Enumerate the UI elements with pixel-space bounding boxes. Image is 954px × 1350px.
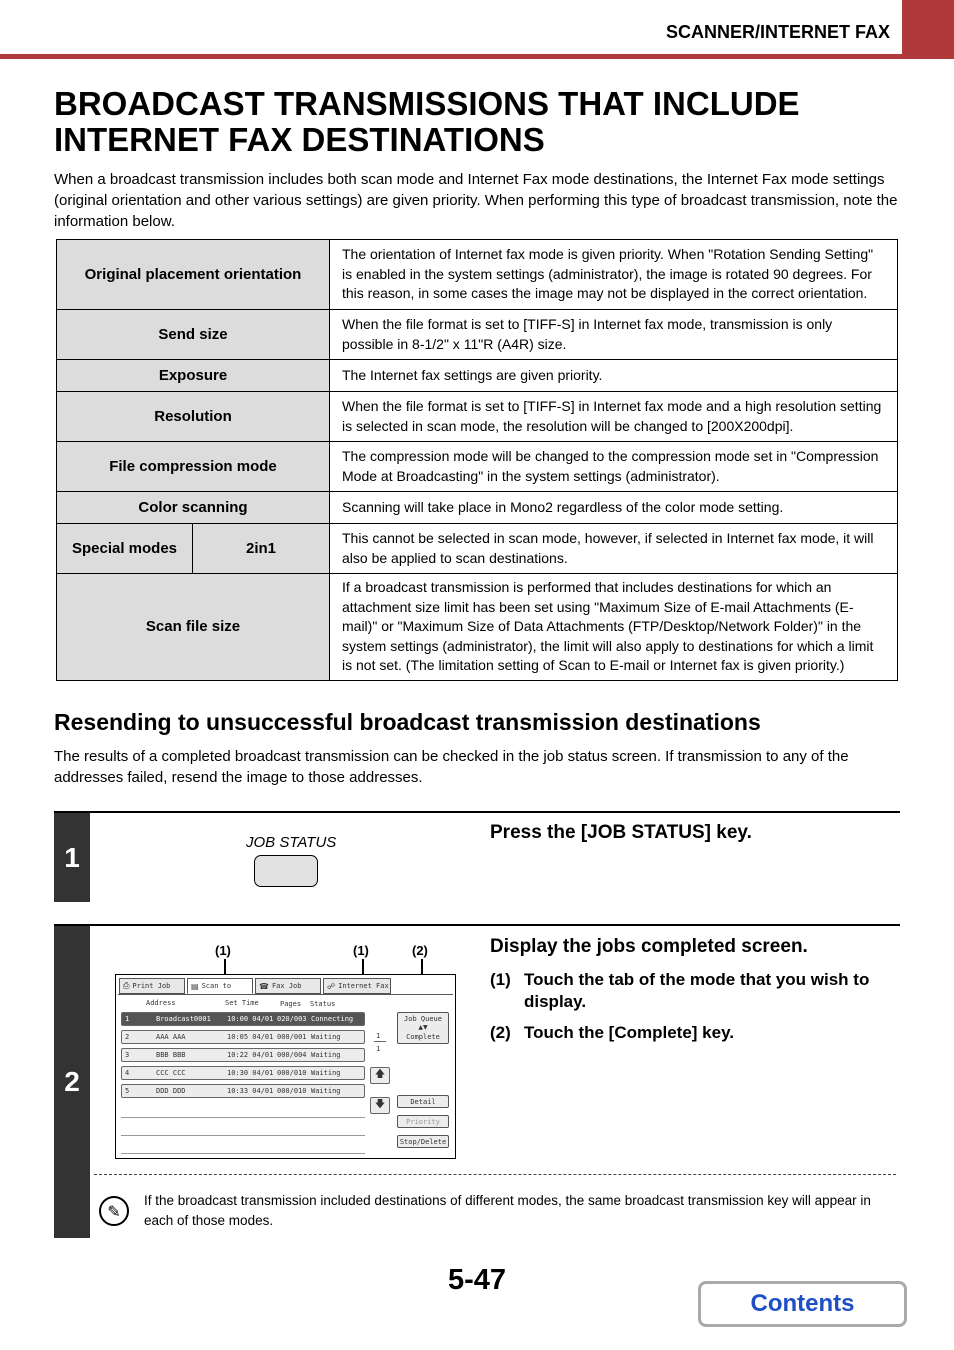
row-label: Send size [57, 310, 330, 360]
table-row [57, 492, 898, 524]
row-text: The orientation of Internet fax mode is given priority. When "Rotation Sending Setting" is enabled in the system settings (administrator), the image is rotated 90 degrees. For this reason, in some cases the image may not be displayed in the correct orientation. [330, 240, 898, 310]
page-total: 1 [376, 1045, 381, 1053]
scanner-icon: ▤ [191, 981, 199, 991]
job-number: 3 [125, 1051, 130, 1059]
contents-button[interactable]: Contents [698, 1281, 907, 1327]
tab-label: Scan to [201, 982, 232, 990]
job-pages: 000/010 [277, 1087, 307, 1095]
column-header-set-time: Set Time [225, 999, 259, 1007]
intro-paragraph: When a broadcast transmission includes both scan mode and Internet Fax mode destinations, the Internet Fax mode settings (original orientation and other various settings) are given priority. When performing this type of broadcast transmission, note the information below. [54, 171, 898, 230]
job-row[interactable] [121, 1048, 365, 1062]
row-text: When the file format is set to [TIFF-S] in Internet fax mode, transmission is only possible in 8-1/2" x 11"R (A4R) size. [330, 310, 898, 360]
empty-row [121, 1153, 365, 1154]
row-label: Special modes [57, 524, 193, 574]
toggle-arrows-icon: ▲▼ [418, 1024, 428, 1031]
job-address: BBB BBB [156, 1051, 186, 1059]
job-address: DDD DDD [156, 1087, 186, 1095]
complete-button[interactable]: Complete [406, 1033, 440, 1041]
job-status: Waiting [311, 1069, 341, 1077]
internet-fax-icon: ☍ [327, 981, 336, 991]
page-divider [374, 1041, 386, 1042]
table-row [57, 240, 898, 310]
job-status: Waiting [311, 1051, 341, 1059]
row-label: Resolution [57, 392, 330, 442]
tab-divider [118, 994, 453, 995]
tab-label: Fax Job [271, 982, 302, 990]
step-title: Press the [JOB STATUS] key. [490, 822, 752, 843]
callout-label: (2) [412, 943, 428, 958]
step-divider [54, 811, 900, 813]
job-pages: 000/004 [277, 1051, 307, 1059]
table-row [57, 442, 898, 492]
job-set-time: 10:00 04/01 [227, 1015, 274, 1023]
table-row [57, 360, 898, 392]
arrow-down-icon: 🡇 [374, 1099, 386, 1110]
section-title: Resending to unsuccessful broadcast transmission destinations [54, 709, 761, 735]
job-row[interactable] [121, 1030, 365, 1044]
job-pages: 000/001 [277, 1033, 307, 1041]
row-text: The Internet fax settings are given priority. [330, 360, 898, 392]
job-number: 2 [125, 1033, 130, 1041]
empty-row [121, 1117, 365, 1118]
section-paragraph: The results of a completed broadcast transmission can be checked in the job status screen. If transmission to any of the addresses failed, resend the image to those addresses. [54, 748, 849, 786]
job-status-key[interactable] [254, 855, 318, 887]
page-number: 5-47 [448, 1264, 507, 1296]
note-divider [94, 1174, 896, 1175]
job-address: AAA AAA [156, 1033, 186, 1041]
table-row [57, 392, 898, 442]
step-number: 1 [54, 813, 90, 902]
job-pages: 000/010 [277, 1069, 307, 1077]
instruction-text: Touch the tab of the mode that you wish to display. [524, 970, 870, 1011]
instruction-item [490, 1022, 890, 1044]
fax-icon: ☎ [259, 981, 269, 991]
instruction-number: (1) [490, 970, 511, 989]
pencil-icon: ✎ [99, 1196, 129, 1226]
tab-label: Internet Fax [338, 982, 389, 990]
job-set-time: 10:05 04/01 [227, 1033, 274, 1041]
job-status-screen [115, 974, 456, 1159]
column-header-address: Address [146, 999, 176, 1007]
step-title: Display the jobs completed screen. [490, 936, 808, 957]
section-header: SCANNER/INTERNET FAX [665, 22, 890, 42]
job-address: CCC CCC [156, 1069, 186, 1077]
job-status: Waiting [311, 1087, 341, 1095]
scroll-up-button[interactable] [370, 1067, 390, 1084]
job-number: 1 [125, 1015, 130, 1023]
stop-delete-button[interactable]: Stop/Delete [397, 1135, 449, 1148]
page-title: BROADCAST TRANSMISSIONS THAT INCLUDE INTERNET FAX DESTINATIONS [54, 85, 800, 158]
job-row[interactable] [121, 1012, 365, 1026]
printer-icon: ⎙ [123, 981, 130, 990]
row-label: Scan file size [57, 574, 330, 681]
callout-label: (1) [353, 943, 369, 958]
step-divider [54, 924, 900, 926]
job-row[interactable] [121, 1066, 365, 1080]
note-text: If the broadcast transmission included destinations of different modes, the same broadcast transmission key will appear in each of those modes. [144, 1193, 871, 1228]
row-text: This cannot be selected in scan mode, however, if selected in Internet fax mode, it will also be applied to scan destinations. [330, 524, 898, 574]
row-label: Exposure [57, 360, 330, 392]
tab-scan-to[interactable] [187, 978, 253, 994]
column-header-status: Status [310, 1000, 336, 1008]
scroll-down-button[interactable] [370, 1097, 390, 1114]
arrow-up-icon: 🡅 [374, 1069, 386, 1080]
empty-row [121, 1135, 365, 1136]
step-number: 2 [54, 926, 90, 1238]
priority-button[interactable]: Priority [397, 1115, 449, 1128]
settings-priority-table [56, 239, 898, 681]
callout-label: (1) [215, 943, 231, 958]
job-number: 4 [125, 1069, 130, 1077]
tab-internet-fax[interactable] [323, 978, 391, 994]
row-text: Scanning will take place in Mono2 regardless of the color mode setting. [330, 492, 898, 524]
detail-button[interactable]: Detail [397, 1095, 449, 1108]
header-rule [0, 54, 954, 59]
page-current: 1 [376, 1032, 381, 1040]
job-status: Connecting [311, 1015, 354, 1023]
table-row [57, 524, 898, 574]
header-accent [902, 0, 954, 56]
row-sublabel: 2in1 [193, 524, 330, 574]
job-status: Waiting [311, 1033, 341, 1041]
column-header-pages: Pages [280, 1000, 302, 1008]
tab-print-job[interactable] [119, 978, 185, 994]
tab-label: Print Job [132, 982, 171, 990]
job-number: 5 [125, 1087, 130, 1095]
job-address: Broadcast0001 [156, 1015, 211, 1023]
table-row [57, 310, 898, 360]
job-pages: 020/003 [277, 1015, 307, 1023]
row-text: When the file format is set to [TIFF-S] in Internet fax mode and a high resolution setting is selected in scan mode, the resolution will be changed to [200X200dpi]. [330, 392, 898, 442]
job-set-time: 10:22 04/01 [227, 1051, 274, 1059]
row-label: Original placement orientation [57, 240, 330, 310]
instruction-number: (2) [490, 1023, 511, 1042]
job-row[interactable] [121, 1084, 365, 1098]
row-label: File compression mode [57, 442, 330, 492]
row-text: If a broadcast transmission is performed that includes destinations for which an attachment size limit has been set using "Maximum Size of E-mail Attachments (E-mail)" or "Maximum Size of Data Attachments (FTP/Desktop/Network Folder)" in the system settings (administrator), the limit will also apply to destinations for which a limit is not set. (The limitation setting of Scan to E-mail or Internet fax is given priority.) [330, 574, 898, 681]
job-queue-button[interactable]: Job Queue [404, 1015, 442, 1023]
instruction-text: Touch the [Complete] key. [524, 1023, 735, 1042]
row-text: The compression mode will be changed to the compression mode set in "Compression Mode at Broadcasting" in the system settings (administrator). [330, 442, 898, 492]
job-set-time: 10:33 04/01 [227, 1087, 274, 1095]
table-row [57, 574, 898, 681]
job-set-time: 10:30 04/01 [227, 1069, 274, 1077]
instruction-item [490, 969, 890, 1013]
job-status-key-label: JOB STATUS [246, 834, 337, 851]
queue-complete-toggle [397, 1012, 449, 1044]
row-label: Color scanning [57, 492, 330, 524]
tab-fax-job[interactable] [255, 978, 321, 994]
